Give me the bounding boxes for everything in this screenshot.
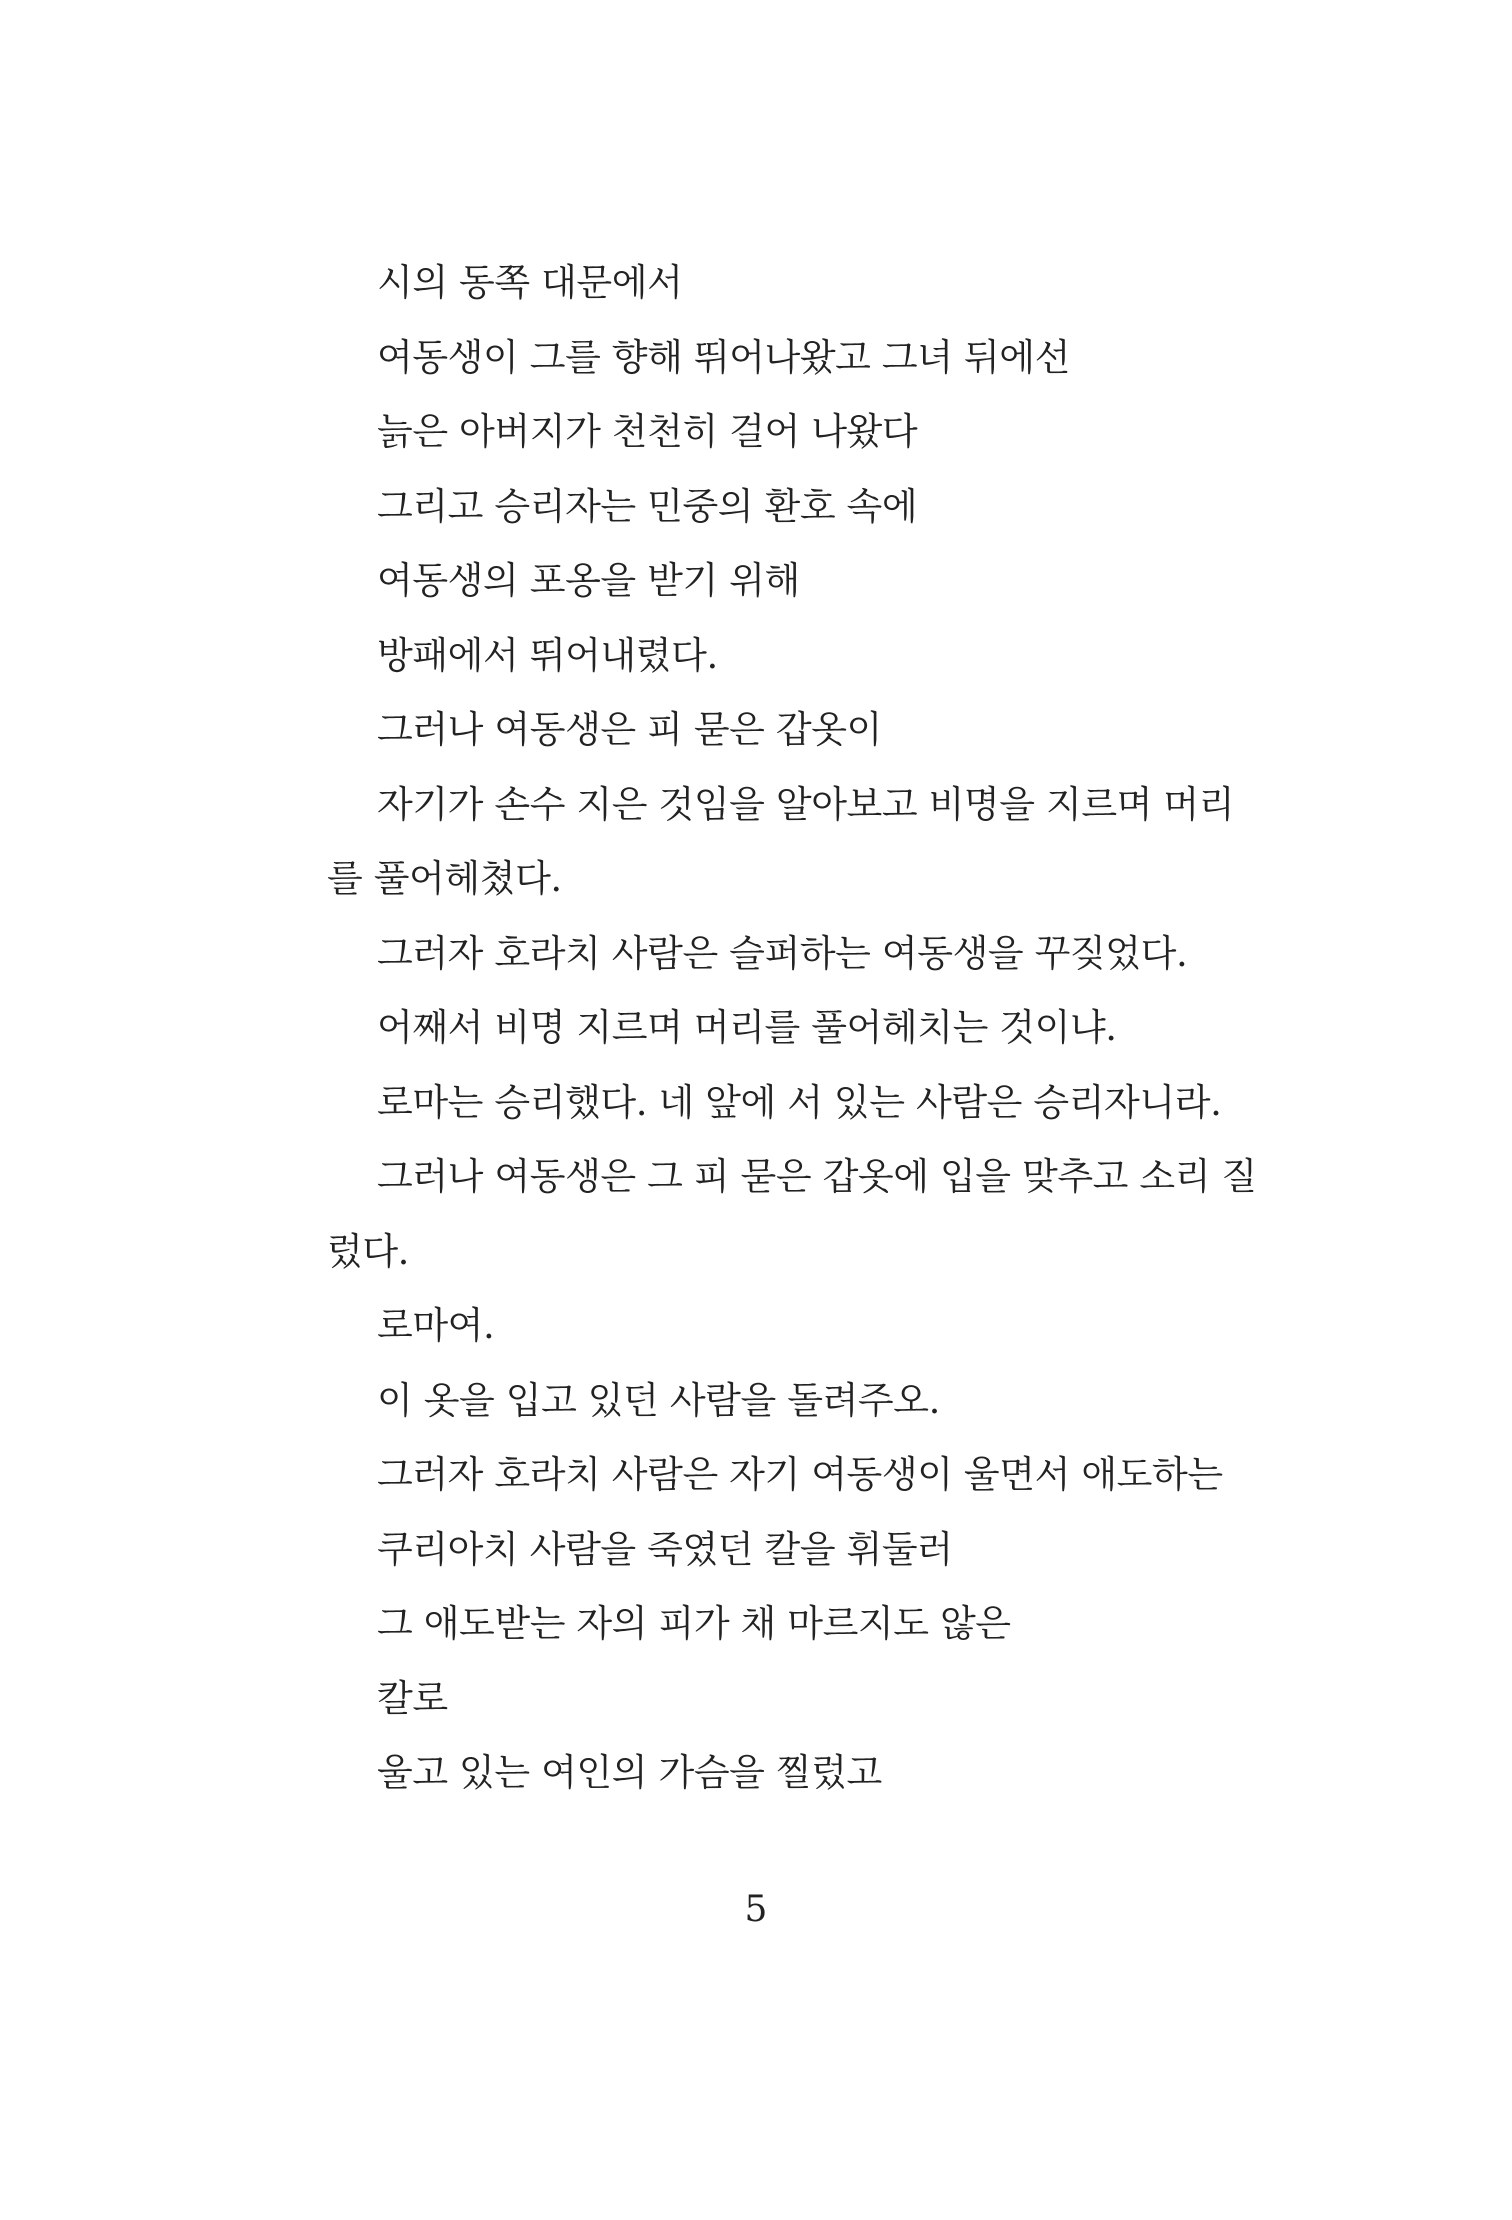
text-line: 자기가 손수 지은 것임을 알아보고 비명을 지르며 머리	[377, 782, 1235, 826]
poem-text-block	[327, 246, 1267, 1811]
text-line: 그리고 승리자는 민중의 환호 속에	[377, 484, 918, 528]
page-number: 5	[744, 1889, 768, 1930]
text-line: 시의 동쪽 대문에서	[377, 261, 683, 304]
text-line: 울고 있는 여인의 가슴을 찔렀고	[377, 1751, 882, 1794]
text-line: 그러나 여동생은 피 묻은 갑옷이	[377, 708, 882, 751]
text-line: 그 애도받는 자의 피가 채 마르지도 않은	[377, 1602, 1011, 1645]
text-line: 를 풀어헤쳤다.	[327, 857, 562, 900]
text-line: 여동생이 그를 향해 뛰어나왔고 그녀 뒤에선	[377, 335, 1070, 379]
text-line: 로마여.	[377, 1304, 495, 1347]
text-line: 방패에서 뛰어내렸다.	[377, 633, 718, 677]
text-line: 렀다.	[327, 1229, 410, 1273]
text-line: 그러나 여동생은 그 피 묻은 갑옷에 입을 맞추고 소리 질	[377, 1155, 1257, 1198]
text-line: 늙은 아버지가 천천히 걸어 나왔다	[377, 410, 918, 453]
text-line: 여동생의 포옹을 받기 위해	[377, 559, 800, 602]
text-line: 어째서 비명 지르며 머리를 풀어헤치는 것이냐.	[377, 1006, 1117, 1049]
text-line: 그러자 호라치 사람은 슬퍼하는 여동생을 꾸짖었다.	[377, 931, 1188, 975]
text-line: 그러자 호라치 사람은 자기 여동생이 울면서 애도하는	[377, 1453, 1223, 1496]
text-line: 이 옷을 입고 있던 사람을 돌려주오.	[377, 1378, 940, 1422]
text-line: 쿠리아치 사람을 죽였던 칼을 휘둘러	[377, 1527, 953, 1571]
text-line: 칼로	[377, 1676, 448, 1720]
text-line: 로마는 승리했다. 네 앞에 서 있는 사람은 승리자니라.	[377, 1080, 1222, 1124]
